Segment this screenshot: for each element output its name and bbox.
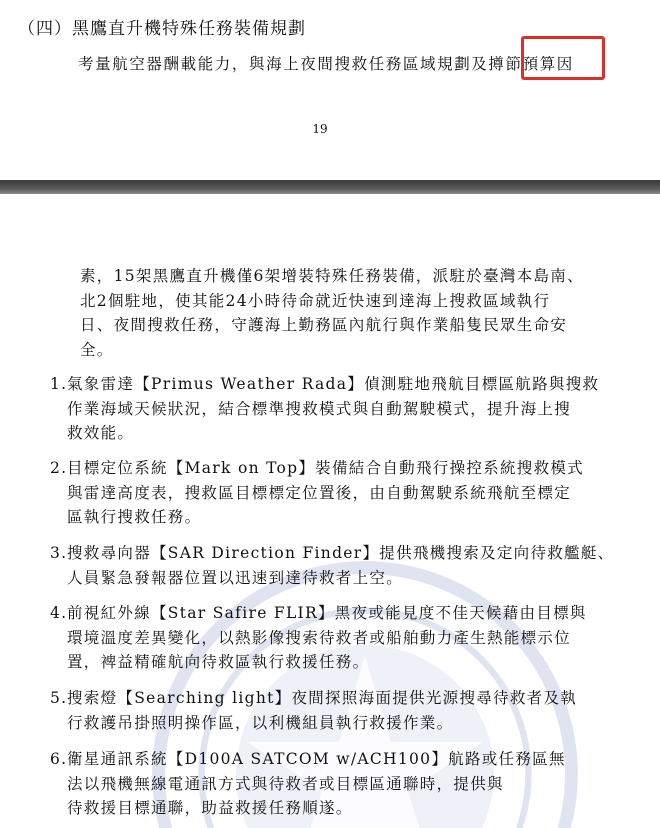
page-gap [0,180,660,194]
item-number: 6. [50,750,68,768]
list-item [50,686,577,735]
list-item [50,372,599,446]
continuation-paragraph [80,264,584,362]
text-line: 前視紅外線【Star Safire FLIR】黑夜或能見度不佳天候藉由目標與 [67,604,587,622]
item-number: 2. [50,459,68,477]
previous-page [0,0,660,180]
intro-line: 考量航空器酬載能力，與海上夜間搜救任務區域規劃及撙節預算因 [78,55,574,73]
highlight-box [521,36,605,80]
item-number: 4. [50,604,68,622]
text-line: 素，15架黑鷹直升機僅6架增裝特殊任務裝備，派駐於臺灣本島南、 [80,267,584,285]
text-line: 救效能。 [67,424,135,442]
text-line: 衛星通訊系統【D100A SATCOM w/ACH100】航路或任務區無 [67,750,566,768]
current-page [0,194,660,828]
text-line: 作業海域天候狀況，結合標準搜救模式與自動駕駛模式，提升海上搜 [67,399,572,418]
text-line: 區執行搜救任務。 [67,508,202,526]
item-number: 3. [50,544,68,562]
text-line: 北2個駐地，使其能24小時待命就近快速到達海上搜救區域執行 [80,291,551,310]
text-line: 人員緊急發報器位置以迅速到達待救者上空。 [67,568,404,587]
text-line: 待救援目標通聯，助益救援任務順遂。 [67,799,353,817]
list-item [50,601,587,675]
text-line: 日、夜間搜救任務，守護海上勤務區內航行與作業船隻民眾生命安 [80,316,568,334]
item-number: 1. [50,375,68,393]
list-item [50,747,566,821]
text-line: 搜救尋向器【SAR Direction Finder】提供飛機搜索及定向待救艦艇、 [67,544,615,562]
text-line: 全。 [80,340,114,359]
list-item [50,541,615,590]
text-line: 與雷達高度表，搜救區目標標定位置後，由自動駕駛系統飛航至標定 [67,483,572,502]
text-line: 法以飛機無線電通訊方式與待救者或目標區通聯時，提供與 [67,774,504,793]
text-line: 目標定位系統【Mark on Top】裝備結合自動飛行操控系統搜救模式 [67,459,584,477]
item-number: 5. [50,689,68,707]
text-line: 環境溫度差異變化，以熱影像搜索待救者或船舶動力產生熱能標示位 [67,628,572,647]
section-heading: （四）黑鷹直升機特殊任務裝備規劃 [18,19,306,39]
list-item [50,456,584,530]
page-number: 19 [312,122,328,136]
text-line: 搜索燈【Searching light】夜間探照海面提供光源搜尋待救者及執 [67,689,578,707]
text-line: 氣象雷達【Primus Weather Rada】偵測駐地飛航目標區航路與搜救 [67,375,600,393]
text-line: 置，裨益精確航向待救區執行救援任務。 [67,653,370,671]
text-line: 行救護吊掛照明操作區，以利機組員執行救援作業。 [67,713,454,732]
